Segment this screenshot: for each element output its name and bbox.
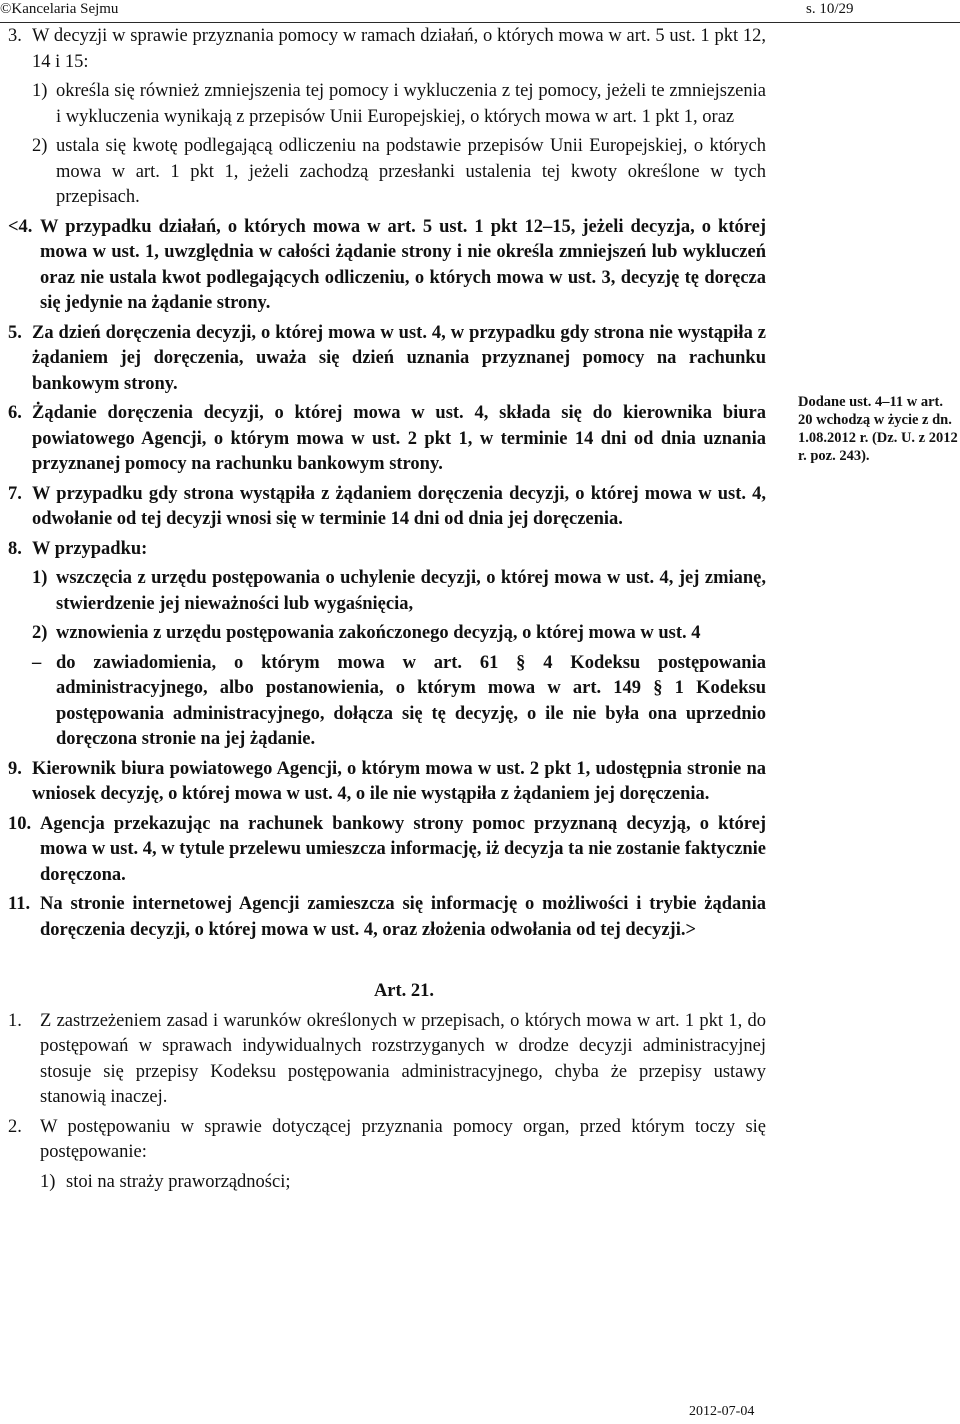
paragraph-10: 10. Agencja przekazując na rachunek bankowy strony pomoc przyznaną decyzją, o której mowa w ust. 4, w tytule przelewu umieszcza informację, iż decyzja ta nie zostanie faktycznie doręczona.: [8, 813, 766, 885]
paragraph-8-item-2: 2) wznowienia z urzędu postępowania zakończonego decyzją, o której mowa w ust. 4: [32, 623, 701, 643]
margin-note: Dodane ust. 4–11 w art. 20 wchodzą w życie z dn. 1.08.2012 r. (Dz. U. z 2012 r. poz. 243).: [798, 394, 958, 464]
paragraph-8-dash: – do zawiadomienia, o którym mowa w art. 61 § 4 Kodeksu postępowania administracyjnego, albo postanowienia, o którym mowa w art. 149 § 1 Kodeksu postępowania administracyjnego, dołącza się tę decyzję, o ile nie była ona uprzednio doręczona stronie na jej żądanie.: [32, 652, 766, 749]
paragraph-8: 8. W przypadku:: [8, 538, 148, 559]
footer-date: 2012-07-04: [689, 1404, 755, 1419]
paragraph-6: 6. Żądanie doręczenia decyzji, o której mowa w ust. 4, składa się do kierownika biura powiatowego Agencji, o którym mowa w ust. 2 pkt 1, w terminie 14 dni od dnia uznania przyznanej pomocy na rachunku bankowym strony.: [8, 403, 766, 474]
paragraph-3-item-2: 2) ustala się kwotę podlegającą odliczeniu na podstawie przepisów Unii Europejskiej, o których mowa w art. 1 pkt 1, jeżeli zachodzą przesłanki ustalenia tej kwoty określone w tych przepisach.: [32, 136, 766, 207]
article-title: Art. 21.: [373, 981, 435, 1001]
paragraph-9: 9. Kierownik biura powiatowego Agencji, o którym mowa w ust. 2 pkt 1, udostępnia stronie na wniosek decyzję, o której mowa w ust. 4, o ile nie wystąpiła z żądaniem jej doręczenia.: [8, 758, 766, 804]
paragraph-4: <4. W przypadku działań, o których mowa w art. 5 ust. 1 pkt 12–15, jeżeli decyzja, o której mowa w ust. 1, uwzględnia w całości żądanie strony i nie określa zmniejszeń lub wykluczeń oraz nie ustala kwot podlegających odliczeniu, o których mowa w ust. 3, decyzję tę doręcza się jedynie na żądanie strony.: [8, 216, 766, 313]
paragraph-11: 11. Na stronie internetowej Agencji zamieszcza się informację o możliwości i trybie żądania doręczenia decyzji, o której mowa w ust. 4, oraz złożenia odwołania od tej decyzji.>: [8, 894, 766, 940]
paragraph-8-item-1: 1) wszczęcia z urzędu postępowania o uchylenie decyzji, o której mowa w ust. 4, jej zmianę, stwierdzenie jej nieważności lub wygaśnięcia,: [32, 568, 766, 614]
copyright-label: ©Kancelaria Sejmu: [0, 1, 119, 17]
page-header: [0, 0, 960, 23]
article-21-paragraph-1: 1. Z zastrzeżeniem zasad i warunków określonych w przepisach, o których mowa w art. 1 pkt 1, do postępowań w sprawach indywidualnych rozstrzyganych w drodze decyzji administracyjnej stosuje się przepisy Kodeksu postępowania administracyjnego, chyba że przepisy ustawy stanowią inaczej.: [8, 1010, 766, 1107]
page-number: s. 10/29: [806, 1, 854, 17]
paragraph-7: 7. W przypadku gdy strona wystąpiła z żądaniem doręczenia decyzji, o której mowa w ust. 4, odwołanie od tej decyzji wnosi się w terminie 14 dni od dnia jej doręczenia.: [8, 483, 766, 529]
document-body: [8, 24, 766, 1195]
article-21-paragraph-2: 2. W postępowaniu w sprawie dotyczącej przyznania pomocy organ, przed którym toczy się postępowanie:: [8, 1116, 766, 1162]
article-21-paragraph-2-item-1: 1) stoi na straży praworządności;: [40, 1171, 291, 1192]
paragraph-5: 5. Za dzień doręczenia decyzji, o której mowa w ust. 4, w przypadku gdy strona nie wystąpiła z żądaniem jej doręczenia, uważa się dzień uznania przyznanej pomocy na rachunku bankowym strony.: [8, 322, 766, 394]
paragraph-3-item-1: 1) określa się również zmniejszenia tej pomocy i wykluczenia z tej pomocy, jeżeli te zmniejszenia i wykluczenia wynikają z przepisów Unii Europejskiej, o których mowa w art. 1 pkt 1, oraz: [32, 81, 766, 127]
paragraph-3: 3. W decyzji w sprawie przyznania pomocy w ramach działań, o których mowa w art. 5 ust. 1 pkt 12, 14 i 15:: [8, 26, 766, 72]
